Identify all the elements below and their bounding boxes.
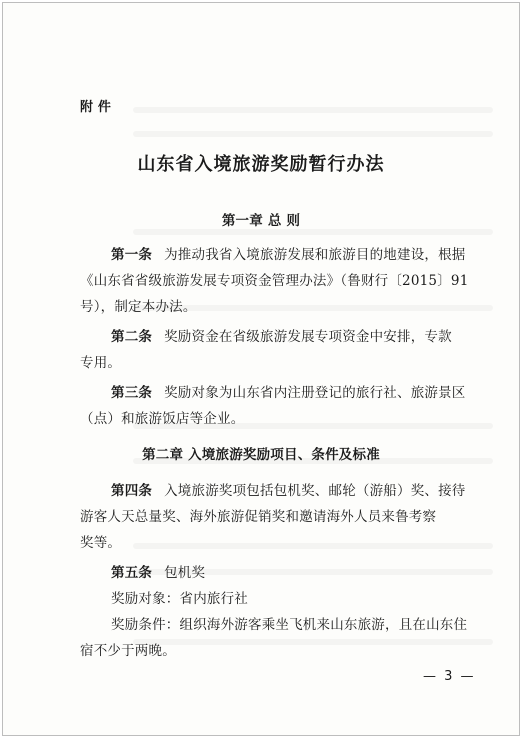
article-1-line-1 (111, 243, 466, 263)
article-2-text: 奖励资金在省级旅游发展专项资金中安排，专款 (164, 329, 452, 345)
article-1-text: 为推动我省入境旅游发展和旅游目的地建设，根据 (164, 247, 466, 263)
article-2-line-1 (111, 325, 453, 345)
article-5-label: 第五条 (111, 565, 153, 581)
article-1-label: 第一条 (111, 247, 153, 263)
article-4-line-1 (111, 479, 466, 499)
article-5-line-1 (111, 561, 453, 581)
article-4-line-2: 游客人天总量奖、海外旅游促销奖和邀请海外人员来鲁考察 (80, 509, 437, 525)
document-page (2, 2, 520, 736)
article-2-label: 第二条 (111, 329, 153, 345)
article-3-line-2: （点）和旅游饭店等企业。 (80, 411, 245, 427)
article-4-line-3: 奖等。 (80, 535, 122, 551)
article-4-text: 入境旅游奖项包括包机奖、邮轮（游船）奖、接待 (164, 483, 466, 499)
article-3-text: 奖励对象为山东省内注册登记的旅行社、旅游景区 (164, 385, 466, 401)
article-5-condition-line-1: 奖励条件：组织海外游客乘坐飞机来山东旅游，且在山东住 (111, 617, 468, 633)
page-number: — 3 — (423, 669, 476, 684)
article-5-name: 包机奖 (164, 565, 206, 581)
chapter-2-heading: 第二章 入境旅游奖励项目、条件及标准 (142, 447, 380, 463)
article-3-label: 第三条 (111, 385, 153, 401)
bleed-through-mark (133, 131, 493, 137)
article-2-line-2: 专用。 (80, 355, 122, 371)
document-title: 山东省入境旅游奖励暂行办法 (137, 154, 385, 175)
article-4-label: 第四条 (111, 483, 153, 499)
attachment-label: 附 件 (80, 100, 112, 115)
article-5-condition-line-2: 宿不少于两晚。 (80, 643, 176, 659)
article-1-line-3: 号），制定本办法。 (80, 299, 197, 315)
article-1-line-2: 《山东省省级旅游发展专项资金管理办法》（鲁财行〔2015〕91 (80, 273, 469, 289)
chapter-1-heading: 第一章 总 则 (221, 213, 301, 229)
article-5-target: 奖励对象：省内旅行社 (111, 591, 248, 607)
article-3-line-1 (111, 381, 466, 401)
bleed-through-mark (133, 229, 493, 235)
